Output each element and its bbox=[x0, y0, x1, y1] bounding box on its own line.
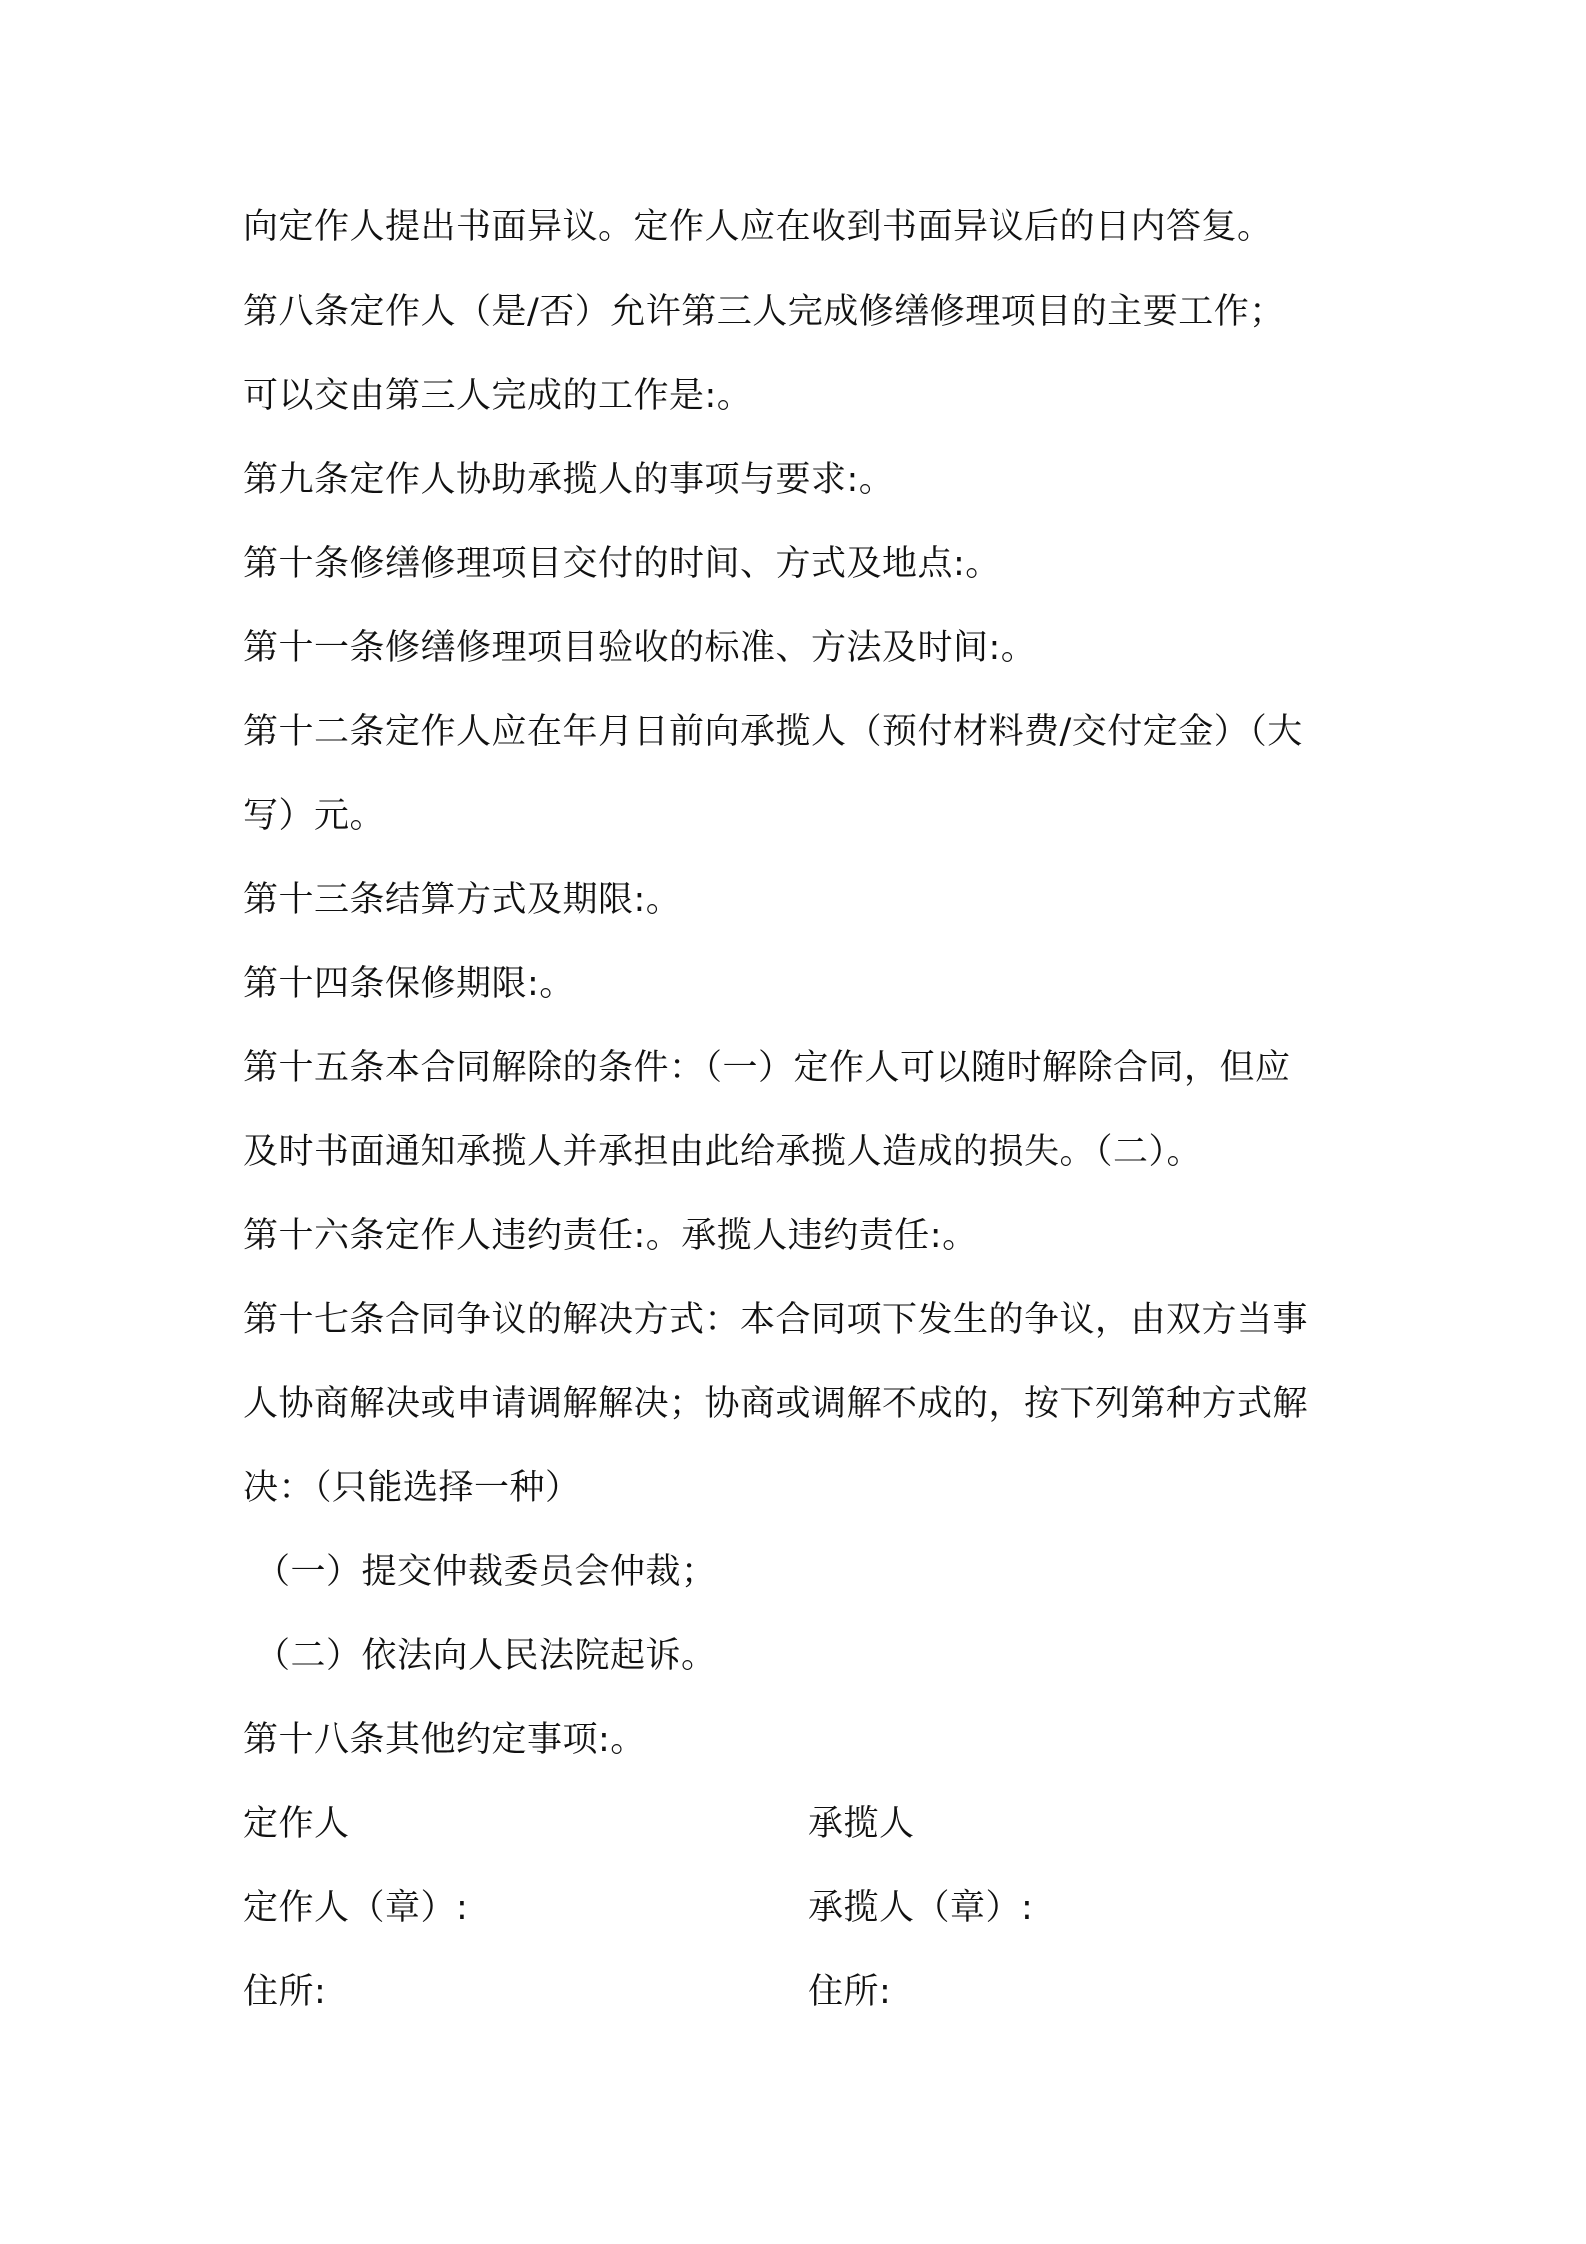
article-12-line-1: 第十二条定作人应在年月日前向承揽人（预付材料费/交付定金）（大 bbox=[243, 712, 1303, 752]
signature-party-b-title: 承揽人 bbox=[808, 1804, 915, 1844]
article-15-line-2: 及时书面通知承揽人并承担由此给承揽人造成的损失。（二）。 bbox=[243, 1132, 1203, 1172]
article-17-line-3: 决：（只能选择一种） bbox=[243, 1468, 581, 1508]
article-16: 第十六条定作人违约责任:。承揽人违约责任:。 bbox=[243, 1216, 978, 1256]
article-13: 第十三条结算方式及期限:。 bbox=[243, 880, 682, 920]
signature-party-a-title: 定作人 bbox=[243, 1804, 350, 1844]
article-8-line-2: 可以交由第三人完成的工作是:。 bbox=[243, 376, 753, 416]
article-15-line-1: 第十五条本合同解除的条件：（一）定作人可以随时解除合同，但应 bbox=[243, 1048, 1291, 1088]
signature-party-b-seal: 承揽人（章）: bbox=[808, 1888, 1034, 1928]
article-18: 第十八条其他约定事项:。 bbox=[243, 1720, 646, 1760]
text-line-continuation: 向定作人提出书面异议。定作人应在收到书面异议后的日内答复。 bbox=[243, 207, 1273, 247]
article-14: 第十四条保修期限:。 bbox=[243, 964, 575, 1004]
article-9: 第九条定作人协助承揽人的事项与要求:。 bbox=[243, 460, 895, 500]
article-11: 第十一条修缮修理项目验收的标准、方法及时间:。 bbox=[243, 628, 1037, 668]
article-8-line-1: 第八条定作人（是/否）允许第三人完成修缮修理项目的主要工作； bbox=[243, 292, 1285, 332]
article-17-option-2: （二）依法向人民法院起诉。 bbox=[255, 1636, 717, 1676]
article-12-line-2: 写）元。 bbox=[243, 796, 386, 836]
article-17-line-2: 人协商解决或申请调解解决；协商或调解不成的，按下列第种方式解 bbox=[243, 1384, 1309, 1424]
signature-party-b-address: 住所: bbox=[808, 1972, 892, 2012]
signature-party-a-address: 住所: bbox=[243, 1972, 327, 2012]
signature-party-a-seal: 定作人（章）: bbox=[243, 1888, 469, 1928]
article-17-line-1: 第十七条合同争议的解决方式：本合同项下发生的争议，由双方当事 bbox=[243, 1300, 1309, 1340]
article-17-option-1: （一）提交仲裁委员会仲裁； bbox=[255, 1552, 717, 1592]
article-10: 第十条修缮修理项目交付的时间、方式及地点:。 bbox=[243, 544, 1001, 584]
